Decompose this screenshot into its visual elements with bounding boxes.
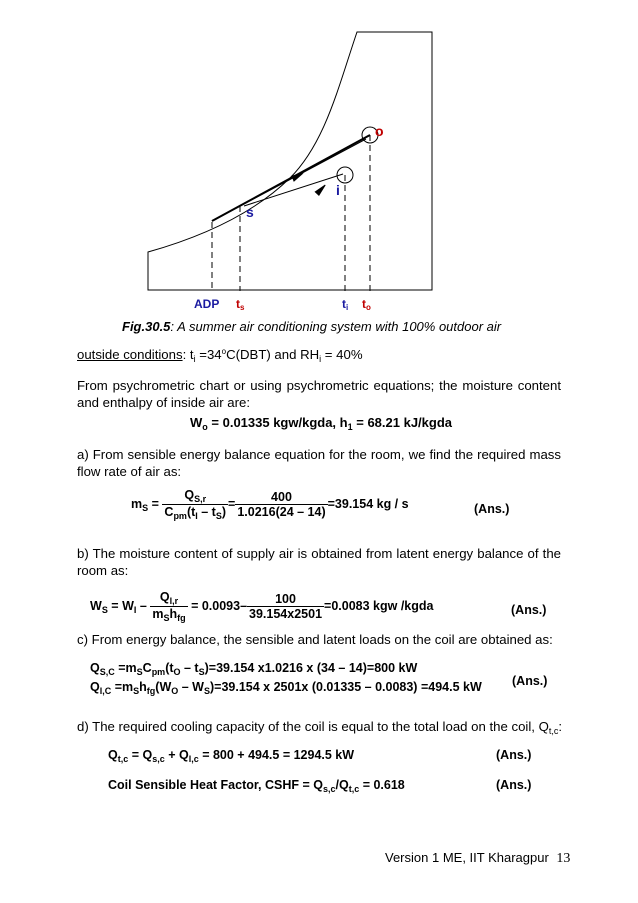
eq-ws-den1-sub2: fg — [177, 613, 186, 623]
eq-coil-l2-d: (W — [155, 680, 172, 694]
psychrometric-figure — [0, 0, 638, 340]
eq-ws-den1-a: m — [152, 607, 164, 621]
eq-ms-lhs-sub: S — [142, 502, 149, 513]
eq-ms-den1 — [162, 505, 228, 521]
page-number: 13 — [556, 851, 571, 866]
eq-ws-mid: = 0.0093– — [187, 598, 248, 613]
eq-w-end: = 68.21 kJ/kgda — [352, 415, 452, 430]
equation-cshf — [108, 778, 405, 794]
equation-total-load — [108, 748, 354, 764]
eq-ms-den1-c: – t — [197, 505, 216, 519]
eq-ms-den1-sub2: I — [195, 511, 198, 521]
eq-ws-den2: 39.154x2501 — [249, 607, 323, 621]
process-lines — [212, 135, 370, 221]
eq-ms-den1-a: C — [164, 505, 174, 519]
eq-ms-den1-b: (t — [186, 505, 196, 519]
eq-coil-l2-sub3: fg — [146, 686, 156, 696]
eq-coil-l1-e: – t — [180, 661, 199, 675]
eq-coil-l1-sub: S,C — [99, 667, 115, 677]
eq-ws-minus: – — [136, 598, 147, 613]
eq-coil-l2-f: )=39.154 x 2501x (0.01335 – 0.0083) =494.5 kW — [210, 680, 482, 694]
eq-coil-l2-sub5: S — [203, 686, 210, 696]
eq-cshf-ans: (Ans.) — [496, 778, 532, 792]
eq-ws-lhs: W — [90, 598, 102, 613]
footer-text: Version 1 ME, IIT Kharagpur — [385, 850, 549, 865]
eq-coil-l2-b: =m — [111, 680, 134, 694]
figure-caption-label: Fig.30.5 — [122, 319, 171, 334]
eq-coil-l2-c: h — [139, 680, 147, 694]
eq-ws-num1-sub: l,r — [169, 596, 179, 606]
eq-ms-den1-sub: pm — [173, 511, 187, 521]
coil-line — [212, 139, 366, 221]
eq-ws-ans: (Ans.) — [511, 603, 547, 617]
eq-ws-wi-sub: I — [133, 604, 137, 615]
point-i-label: i — [336, 182, 340, 198]
outside-text-c: C(DBT) and RH — [226, 347, 320, 362]
eq-coil-l1-a: Q — [90, 661, 100, 675]
eq-ms-fraction-1 — [162, 488, 228, 521]
eq-ms-lhs: m — [131, 496, 143, 511]
eq-coil-ans: (Ans.) — [512, 674, 548, 688]
paragraph-b: b) The moisture content of supply air is obtained from latent energy balance of the room as: — [77, 546, 561, 578]
axis-ts-label: ts — [236, 297, 245, 312]
eq-ms-eq2: = — [228, 496, 236, 511]
eq-cshf-c: = 0.618 — [359, 778, 405, 792]
eq-qt-sub2: s,c — [152, 754, 165, 764]
equation-moisture — [90, 590, 433, 623]
eq-cshf-sub2: t,c — [348, 784, 360, 794]
outside-text-d: = 40% — [321, 347, 363, 362]
eq-coil-l1-d: (t — [165, 661, 174, 675]
eq-qt-c: + Q — [164, 748, 189, 762]
axis-adp-label: ADP — [194, 297, 220, 311]
eq-ws-den1 — [150, 607, 187, 623]
eq-ws-den1-b: h — [169, 607, 178, 621]
eq-coil-l2-sub: l,C — [99, 686, 112, 696]
eq-coil-l2-a: Q — [90, 680, 100, 694]
eq-w-mid: = 0.01335 kgw/kgda, h — [207, 415, 348, 430]
axis-ti-label: ti — [342, 297, 349, 312]
outside-sub-i2: i — [319, 354, 322, 364]
eq-cshf-sub1: s,c — [322, 784, 336, 794]
saturation-curve — [148, 32, 432, 290]
eq-ms-eq1: = — [148, 496, 159, 511]
paragraph-psychrometric: From psychrometric chart or using psychrometric equations; the moisture content and enthalpy of inside air are: — [77, 378, 561, 410]
outside-label: outside conditions — [77, 347, 183, 362]
eq-ws-fraction-1 — [150, 590, 187, 623]
eq-coil-l2-sub2: S — [133, 686, 140, 696]
axis-to-label: to — [362, 297, 371, 312]
paragraph-c: c) From energy balance, the sensible and latent loads on the coil are obtained as: — [77, 632, 553, 647]
paragraph-d-sub: t,c — [548, 726, 559, 736]
eq-coil-l1-c: C — [142, 661, 152, 675]
eq-h-sub: 1 — [347, 422, 353, 432]
point-o-label: o — [375, 123, 384, 139]
eq-ms-den1-d: ) — [221, 505, 227, 519]
figure-caption — [122, 319, 501, 334]
eq-coil-l1-f: )=39.154 x1.0216 x (34 – 14)=800 kW — [204, 661, 418, 675]
eq-ws-num2: 100 — [247, 592, 324, 607]
eq-coil-l1-sub2: S — [136, 667, 143, 677]
paragraph-d — [77, 718, 562, 740]
paragraph-d-text: d) The required cooling capacity of the coil is equal to the total load on the coil, Q — [77, 719, 549, 734]
outside-conditions — [77, 343, 363, 368]
figure-caption-text: : A summer air conditioning system with 100% outdoor air — [170, 319, 502, 334]
eq-coil-l2-e: – W — [178, 680, 204, 694]
eq-ws-lhs-sub: S — [101, 604, 108, 615]
equation-inside-air — [190, 415, 452, 432]
eq-ws-num1 — [150, 590, 187, 607]
eq-ms-ans: (Ans.) — [474, 502, 510, 516]
outside-text-b: =34 — [195, 347, 222, 362]
outside-sup-o: o — [221, 347, 227, 356]
eq-coil-l1-sub3: pm — [151, 667, 166, 677]
eq-qt-d: = 800 + 494.5 = 1294.5 kW — [198, 748, 355, 762]
eq-ms-num1-q: Q — [184, 488, 195, 502]
eq-cshf-b: /Q — [335, 778, 349, 792]
eq-ms-fraction-2 — [235, 490, 327, 519]
eq-w-w: W — [190, 415, 203, 430]
eq-coil-l1-b: =m — [114, 661, 137, 675]
eq-coil-l1-sub5: S — [198, 667, 205, 677]
eq-ws-fraction-2 — [247, 592, 324, 621]
eq-ms-result: =39.154 kg / s — [327, 496, 409, 511]
outside-sub-i: i — [193, 354, 196, 364]
page-footer — [385, 850, 570, 867]
eq-ws-result: =0.0083 kgw /kgda — [324, 598, 434, 613]
arrow-head-2 — [314, 185, 326, 196]
equation-mass-flow — [131, 488, 409, 521]
paragraph-a: a) From sensible energy balance equation for the room, we find the required mass flow rate of air as: — [77, 447, 561, 479]
eq-ms-den1-sub3: S — [215, 511, 222, 521]
projection-lines — [212, 135, 370, 291]
eq-ws-eq1: = W — [107, 598, 134, 613]
eq-w-sub: o — [202, 422, 208, 432]
eq-ws-num1-q: Q — [159, 590, 170, 604]
eq-cshf-a: Coil Sensible Heat Factor, CSHF = Q — [108, 778, 323, 792]
outside-text-a: : t — [182, 347, 194, 362]
chart-outline — [148, 32, 432, 290]
paragraph-d-end: : — [558, 719, 563, 734]
equation-coil-sensible — [90, 661, 417, 677]
eq-ws-den1-sub: S — [163, 613, 170, 623]
equation-coil-latent — [90, 680, 482, 696]
eq-qt-ans: (Ans.) — [496, 748, 532, 762]
eq-ms-den2: 1.0216(24 – 14) — [237, 505, 326, 519]
eq-ms-num1 — [162, 488, 228, 505]
eq-qt-a: Q — [108, 748, 118, 762]
point-s-label: s — [246, 204, 254, 220]
eq-qt-sub3: l,c — [188, 754, 199, 764]
eq-qt-b: = Q — [128, 748, 153, 762]
eq-qt-sub1: t,c — [117, 754, 129, 764]
eq-ms-num1-sub: S,r — [194, 494, 207, 504]
eq-coil-l1-sub4: O — [173, 667, 181, 677]
eq-coil-l2-sub4: O — [171, 686, 179, 696]
eq-ms-num2: 400 — [235, 490, 327, 505]
